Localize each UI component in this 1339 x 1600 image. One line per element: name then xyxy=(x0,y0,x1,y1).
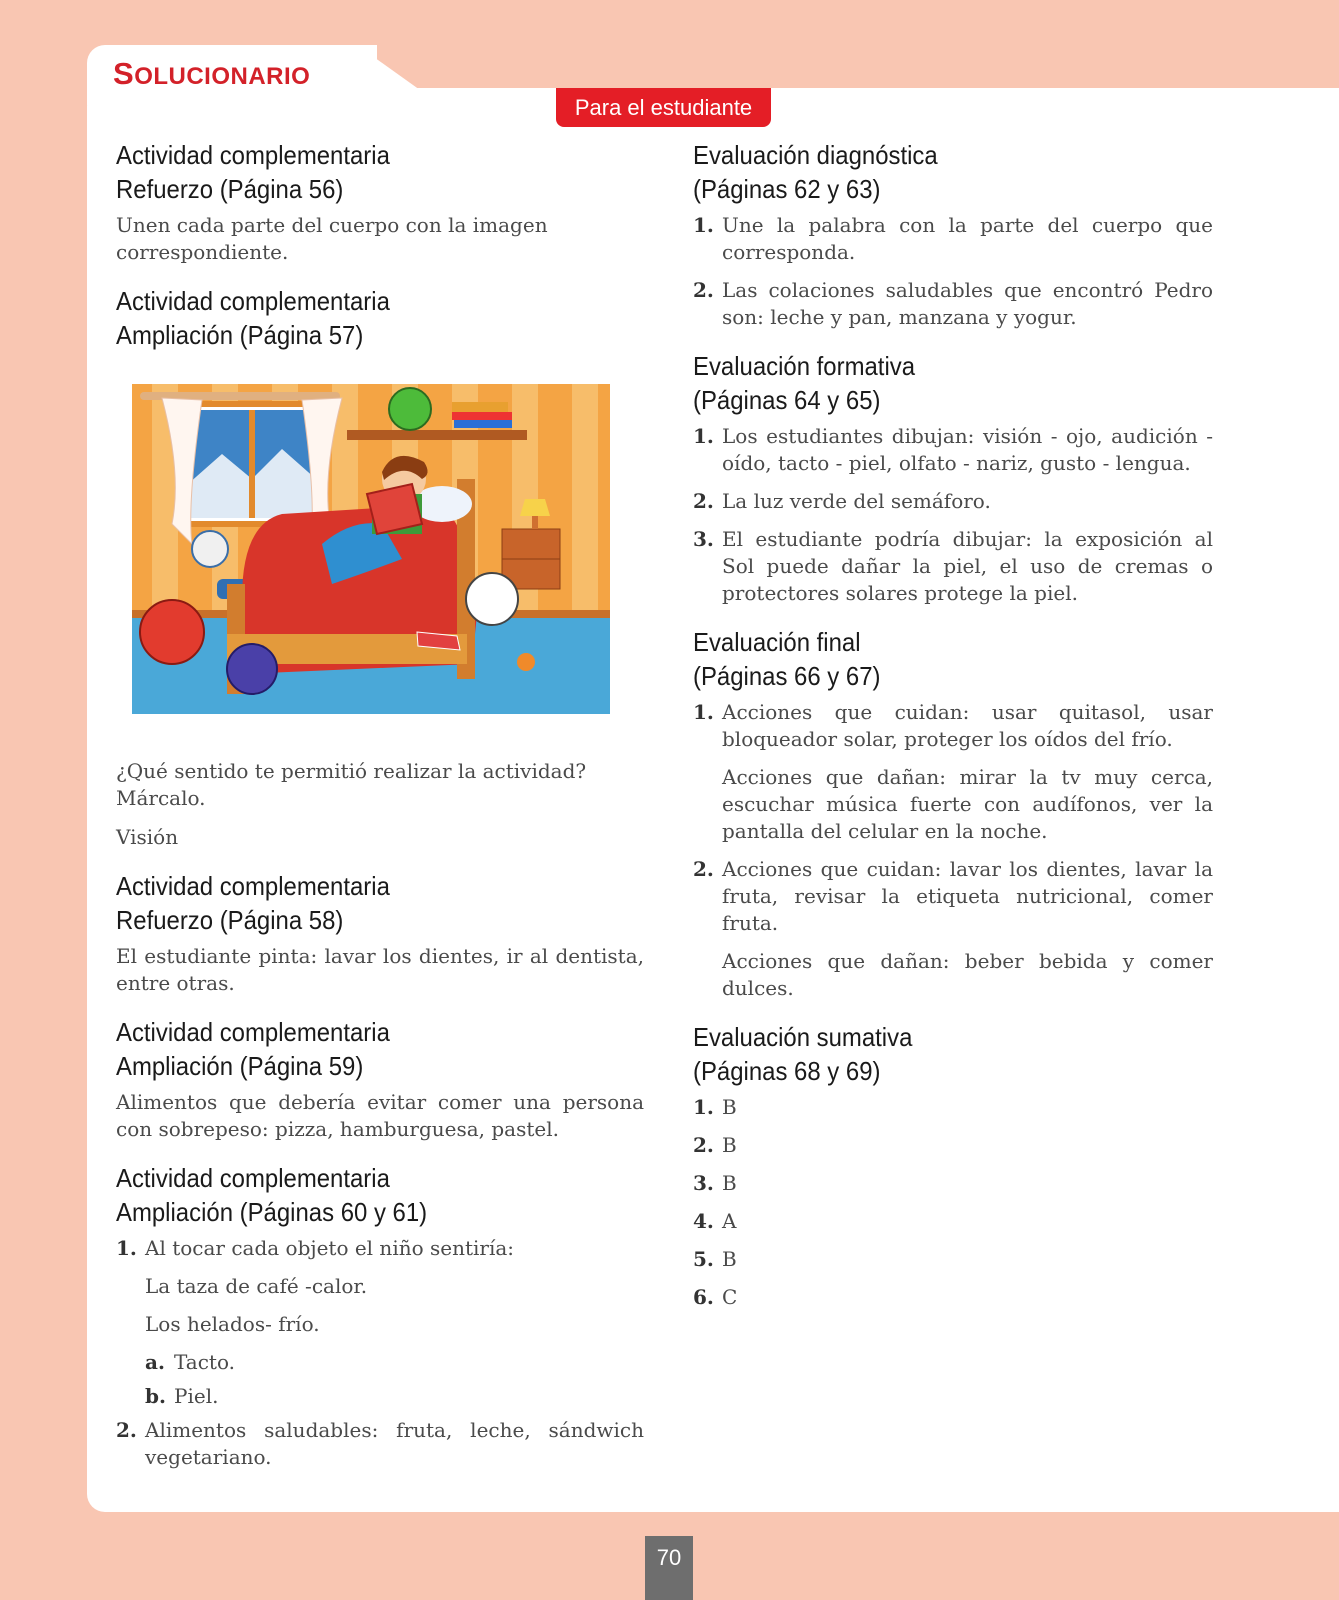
list-item-line: Los helados- frío. xyxy=(145,1312,320,1336)
section-final xyxy=(693,625,1213,1002)
list-item: 2. Acciones que cuidan: lavar los dientes, lavar la fruta, revisar la etiqueta nutricional, comer fruta. xyxy=(693,857,1213,935)
title-rest: OLUCIONARIO xyxy=(134,63,311,90)
list-item: 2. Alimentos saludables: fruta, leche, sándwich vegetariano. xyxy=(116,1418,644,1469)
page-number: 70 xyxy=(645,1536,693,1600)
right-column xyxy=(693,138,1213,1329)
section-text: Alimentos que debería evitar comer una persona con sobrepeso: pizza, hamburguesa, pastel. xyxy=(116,1090,644,1141)
section-text: Unen cada parte del cuerpo con la imagen correspondiente. xyxy=(116,213,548,264)
section-refuerzo-56 xyxy=(116,138,644,266)
list-item: 3. El estudiante podría dibujar: la exposición al Sol puede dañar la piel, el uso de cremas o protectores solares protege la piel. xyxy=(693,527,1213,605)
section-heading: Evaluación diagnóstica (Páginas 62 y 63) xyxy=(693,140,938,204)
answer-item: 3. B xyxy=(693,1171,737,1195)
list-item: 1. Acciones que cuidan: usar quitasol, usar bloqueador solar, proteger los oídos del frío. xyxy=(693,700,1213,751)
section-formativa xyxy=(693,349,1213,607)
section-refuerzo-58 xyxy=(116,869,644,997)
list-item: 1. Al tocar cada objeto el niño sentiría: xyxy=(116,1236,515,1260)
section-text: El estudiante pinta: lavar los dientes, ir al dentista, entre otras. xyxy=(116,944,644,995)
list-item: 1. Los estudiantes dibujan: visión - ojo, audición - oído, tacto - piel, olfato - nariz, gusto - lengua. xyxy=(693,424,1213,475)
left-column xyxy=(116,138,644,1489)
section-ampliacion-60-61 xyxy=(116,1161,644,1471)
bedroom-reading-illustration xyxy=(132,384,610,714)
section-question: ¿Qué sentido te permitió realizar la actividad? Márcalo. xyxy=(116,759,587,810)
list-item: 1. Une la palabra con la parte del cuerpo que corresponda. xyxy=(693,213,1213,264)
title-initial: S xyxy=(113,56,135,91)
page-title xyxy=(113,56,310,92)
list-item-line: La taza de café -calor. xyxy=(145,1274,368,1298)
list-item-line: Acciones que dañan: beber bebida y comer dulces. xyxy=(722,949,1213,1000)
sub-item: a. Tacto. xyxy=(145,1350,235,1374)
list-item: 2. Las colaciones saludables que encontró Pedro son: leche y pan, manzana y yogur. xyxy=(693,278,1213,329)
audience-banner: Para el estudiante xyxy=(556,88,771,127)
answer-item: 6. C xyxy=(693,1285,738,1309)
section-heading: Actividad complementaria Refuerzo (Página 58) xyxy=(116,871,390,935)
section-diagnostica xyxy=(693,138,1213,331)
section-heading: Evaluación sumativa (Páginas 68 y 69) xyxy=(693,1022,913,1086)
section-heading: Actividad complementaria Ampliación (Página 59) xyxy=(116,1017,390,1081)
section-heading: Evaluación formativa (Páginas 64 y 65) xyxy=(693,351,916,415)
section-heading: Actividad complementaria Ampliación (Página 57) xyxy=(116,286,390,350)
sub-item: b. Piel. xyxy=(145,1384,219,1408)
list-item-line: Acciones que dañan: mirar la tv muy cerca, escuchar música fuerte con audífonos, ver la pantalla del celular en la noche. xyxy=(722,765,1213,843)
list-item: 2. La luz verde del semáforo. xyxy=(693,489,991,513)
section-heading: Evaluación final (Páginas 66 y 67) xyxy=(693,627,881,691)
answer-item: 5. B xyxy=(693,1247,737,1271)
section-sumativa xyxy=(693,1020,1213,1311)
section-answer: Visión xyxy=(116,825,179,849)
answer-item: 4. A xyxy=(693,1209,737,1233)
section-heading: Actividad complementaria Ampliación (Páginas 60 y 61) xyxy=(116,1163,428,1227)
section-ampliacion-59 xyxy=(116,1015,644,1143)
section-ampliacion-57 xyxy=(116,284,644,851)
answer-item: 1. B xyxy=(693,1095,737,1119)
answer-item: 2. B xyxy=(693,1133,737,1157)
section-heading: Actividad complementaria Refuerzo (Página 56) xyxy=(116,140,390,204)
